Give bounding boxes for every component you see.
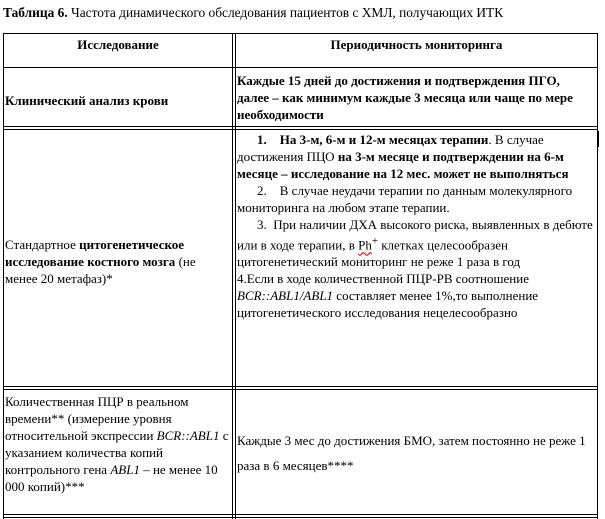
list-item-1 bbox=[237, 131, 594, 182]
text-cursor bbox=[598, 131, 599, 147]
item2-number: 2. bbox=[257, 183, 267, 198]
row-divider-3 bbox=[3, 514, 598, 515]
row1-frequency bbox=[237, 72, 585, 123]
table-border-right bbox=[597, 33, 598, 519]
item4-gene: BCR::ABL1/ABL1 bbox=[237, 288, 334, 304]
header-col-test: Исследование bbox=[77, 37, 159, 52]
row3-test-text: Количественная ПЦР в реальном времени** (измерение уровня относительной экспрессии bbox=[5, 394, 189, 443]
list-item-4 bbox=[237, 270, 594, 321]
item3-sup: + bbox=[371, 235, 378, 247]
item3-text: При наличии ДХА высокого риска, выявленных в дебюте или в ходе терапии, в bbox=[237, 217, 593, 253]
item4-text: 4.Если в ходе количественной ПЦР-РВ соотношение bbox=[237, 271, 529, 287]
row2-test-pre: Стандартное bbox=[5, 237, 80, 252]
row-divider-header bbox=[3, 67, 598, 68]
row-divider-1b bbox=[3, 129, 598, 130]
caption-label: Таблица 6. bbox=[3, 5, 68, 20]
row3-test bbox=[5, 393, 231, 495]
item2-text: В случае неудачи терапии по данным молекулярного мониторинга на любом этапе терапии. bbox=[237, 183, 573, 215]
row2-test-bold: цитогенетическое исследование костного мозга bbox=[5, 237, 185, 269]
list-item-2 bbox=[237, 182, 594, 216]
table-border-left bbox=[3, 33, 4, 519]
row3-frequency bbox=[237, 428, 596, 478]
item3-text-2: клетках целесообразен цитогенетический мониторинг не реже 1 раза в год bbox=[237, 237, 521, 270]
list-item-3 bbox=[237, 216, 594, 270]
item1-number: 1. bbox=[257, 132, 267, 147]
row1-test-text: Клинический анализ крови bbox=[5, 93, 169, 108]
row-divider-1 bbox=[3, 126, 598, 127]
row2-test bbox=[5, 236, 231, 287]
item1-bold: На 3-м, 6-м и 12-м месяцах терапии bbox=[279, 132, 489, 147]
row-divider-2b bbox=[3, 389, 598, 390]
item1-bold-2: на 3-м месяце и подтверждении на 6-м месяце – исследование на 12 мес. может не выполняться bbox=[237, 149, 569, 181]
column-divider bbox=[232, 33, 233, 519]
row2-test-post: (не менее 20 метафаз)* bbox=[5, 254, 196, 286]
item4-text-2: составляет менее 1%,то выполнение цитогенетического исследования нецелесообразно bbox=[237, 288, 539, 321]
item3-ph: Ph bbox=[358, 237, 372, 253]
row3-test-text-2: с указанием количества копий контрольного гена bbox=[5, 428, 229, 477]
row3-test-text-3: – не менее 10 000 копий)*** bbox=[5, 462, 218, 494]
row-divider-3b bbox=[3, 517, 598, 518]
row3-gene-2: ABL1 bbox=[110, 462, 140, 477]
header-col-frequency: Периодичность мониторинга bbox=[330, 37, 503, 52]
row1-frequency-text: Каждые 15 дней до достижения и подтверждения ПГО, далее – как минимум каждые 3 месяца или чаще по мере необходимости bbox=[237, 73, 573, 122]
caption-text: Частота динамического обследования пациентов с ХМЛ, получающих ИТК bbox=[67, 5, 504, 20]
row1-test bbox=[5, 92, 231, 109]
table-caption bbox=[3, 4, 603, 21]
item3-number: 3. bbox=[257, 217, 267, 232]
row3-gene-1: BCR::ABL1 bbox=[156, 428, 220, 443]
row-divider-2 bbox=[3, 386, 598, 387]
row3-frequency-text: Каждые 3 мес до достижения БМО, затем постоянно не реже 1 раза в 6 месяцев**** bbox=[237, 433, 586, 473]
column-divider-b bbox=[235, 33, 236, 519]
row2-frequency bbox=[237, 131, 594, 321]
item1-text: . В случае достижения ПЦО bbox=[237, 132, 544, 164]
table-border-top bbox=[3, 33, 598, 34]
